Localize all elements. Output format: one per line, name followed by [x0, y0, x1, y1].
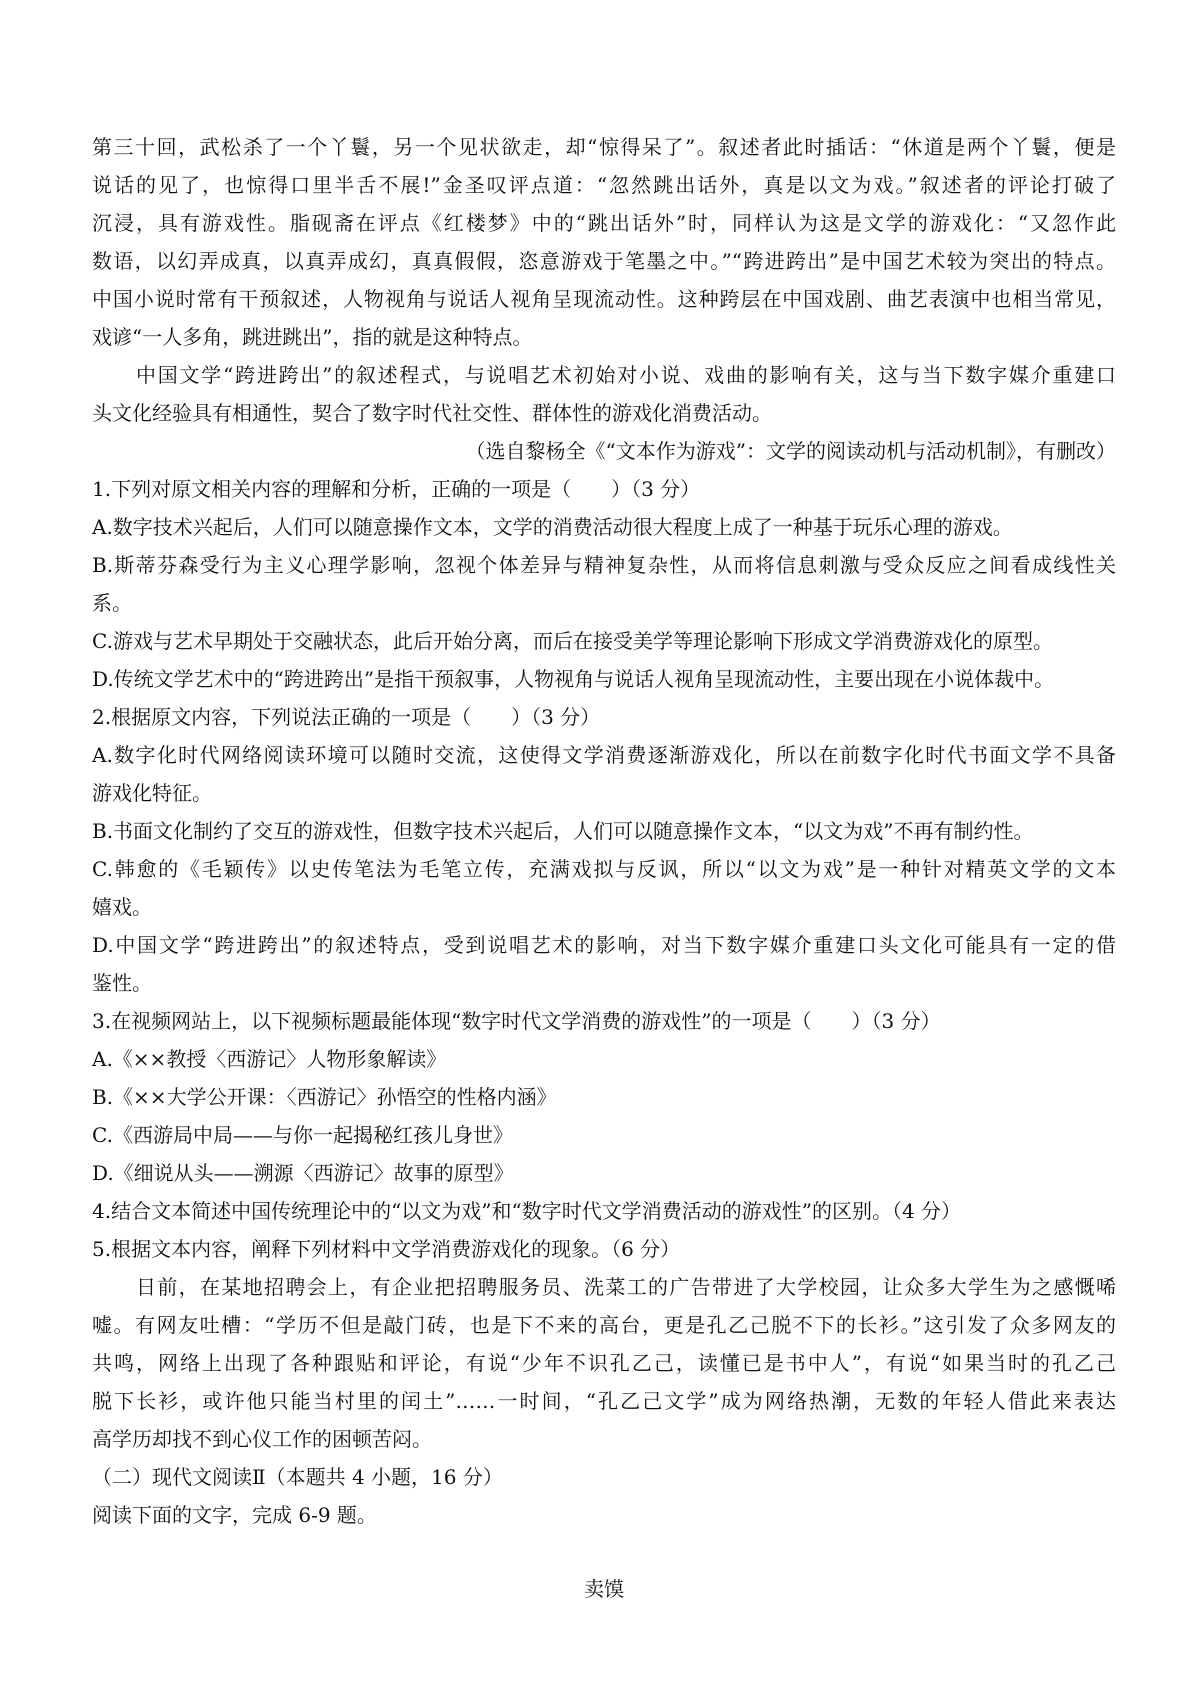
option-a-cont: 游戏化特征。 — [92, 781, 212, 805]
option-d: D.中国文学“跨进跨出”的叙述特点，受到说唱艺术的影响，对当下数字媒介重建口头文化可能具有一定的借 — [92, 933, 1116, 957]
question-3 — [92, 1002, 1116, 1192]
question-stem: 3.在视频网站上，以下视频标题最能体现“数字时代文学消费的游戏性”的一项是（ ）（3 分） — [92, 1009, 941, 1033]
question-5: 5.根据文本内容，阐释下列材料中文学消费游戏化的现象。（6 分） — [92, 1237, 681, 1261]
option-c-cont: 嬉戏。 — [92, 895, 152, 919]
option-c: C.韩愈的《毛颖传》以史传笔法为毛笔立传，充满戏拟与反讽，所以“以文为戏”是一种针对精英文学的文本 — [92, 857, 1116, 881]
material-line: 日前，在某地招聘会上，有企业把招聘服务员、洗菜工的广告带进了大学校园，让众多大学生为之感慨唏 — [136, 1275, 1116, 1299]
passage-line: 第三十回，武松杀了一个丫鬟，另一个见状欲走，却“惊得呆了”。叙述者此时插话：“休道是两个丫鬟，便是 — [92, 135, 1116, 159]
story-title: 卖馍 — [584, 1577, 624, 1601]
question-stem: 2.根据原文内容，下列说法正确的一项是（ ）（3 分） — [92, 705, 601, 729]
passage-paragraph — [92, 356, 1116, 432]
material-line: 高学历却找不到心仪工作的困顿苦闷。 — [92, 1427, 432, 1451]
material-line: 共鸣，网络上出现了各种跟贴和评论，有说“少年不识孔乙己，读懂已是书中人”，有说“如果当时的孔乙己 — [92, 1351, 1116, 1375]
question-4: 4.结合文本简述中国传统理论中的“以文为戏”和“数字时代文学消费活动的游戏性”的区别。（4 分） — [92, 1199, 962, 1223]
option-c: C.《西游局中局——与你一起揭秘红孩儿身世》 — [92, 1123, 513, 1147]
passage-line: 中国小说时常有干预叙述，人物视角与说话人视角呈现流动性。这种跨层在中国戏剧、曲艺表演中也相当常见， — [92, 287, 1116, 311]
passage-line: 说话的见了，也惊得口里半舌不展!”金圣叹评点道：“忽然跳出话外，真是以文为戏。”叙述者的评论打破了 — [92, 173, 1116, 197]
option-b: B.斯蒂芬森受行为主义心理学影响，忽视个体差异与精神复杂性，从而将信息刺激与受众反应之间看成线性关 — [92, 553, 1116, 577]
passage-line: 头文化经验具有相通性，契合了数字时代社交性、群体性的游戏化消费活动。 — [92, 401, 772, 425]
passage-line: 沉浸，具有游戏性。脂砚斋在评点《红楼梦》中的“跳出话外”时，同样认为这是文学的游戏化：“又忽作此 — [92, 211, 1116, 235]
question-2 — [92, 698, 1116, 1002]
material-line: 脱下长衫，或许他只能当村里的闰土”……一时间，“孔乙己文学”成为网络热潮，无数的年轻人借此来表达 — [92, 1389, 1116, 1413]
exam-page — [92, 128, 1116, 1608]
passage-line: 数语，以幻弄成真，以真弄成幻，真真假假，恣意游戏于笔墨之中。”“跨进跨出”是中国艺术较为突出的特点。 — [92, 249, 1116, 273]
material-paragraph — [92, 1268, 1116, 1458]
section-instruction: 阅读下面的文字，完成 6-9 题。 — [92, 1503, 377, 1527]
source-note: （选自黎杨全《“文本作为游戏”：文学的阅读动机与活动机制》，有删改） — [465, 439, 1116, 463]
material-line: 嘘。有网友吐槽：“学历不但是敲门砖，也是下不来的高台，更是孔乙己脱不下的长衫。”这引发了众多网友的 — [92, 1313, 1116, 1337]
option-b: B.《××大学公开课：〈西游记〉孙悟空的性格内涵》 — [92, 1085, 557, 1109]
option-d: D.传统文学艺术中的“跨进跨出”是指干预叙事，人物视角与说话人视角呈现流动性，主要出现在小说体裁中。 — [92, 667, 1055, 691]
option-d: D.《细说从头——溯源〈西游记〉故事的原型》 — [92, 1161, 514, 1185]
option-d-cont: 鉴性。 — [92, 971, 152, 995]
question-1 — [92, 470, 1116, 698]
option-b: B.书面文化制约了交互的游戏性，但数字技术兴起后，人们可以随意操作文本，“以文为戏”不再有制约性。 — [92, 819, 1034, 843]
section-heading: （二）现代文阅读Ⅱ（本题共 4 小题，16 分） — [92, 1465, 503, 1489]
passage-line: 戏谚“一人多角，跳进跳出”，指的就是这种特点。 — [92, 325, 533, 349]
passage-line: 中国文学“跨进跨出”的叙述程式，与说唱艺术初始对小说、戏曲的影响有关，这与当下数字媒介重建口 — [136, 363, 1116, 387]
passage-paragraph — [92, 128, 1116, 356]
option-a: A.数字化时代网络阅读环境可以随时交流，这使得文学消费逐渐游戏化，所以在前数字化时代书面文学不具备 — [92, 743, 1116, 767]
option-a: A.数字技术兴起后，人们可以随意操作文本，文学的消费活动很大程度上成了一种基于玩乐心理的游戏。 — [92, 515, 1013, 539]
option-c: C.游戏与艺术早期处于交融状态，此后开始分离，而后在接受美学等理论影响下形成文学消费游戏化的原型。 — [92, 629, 1053, 653]
option-a: A.《××教授〈西游记〉人物形象解读》 — [92, 1047, 447, 1071]
question-stem: 1.下列对原文相关内容的理解和分析，正确的一项是（ ）（3 分） — [92, 477, 701, 501]
option-b-cont: 系。 — [92, 591, 132, 615]
